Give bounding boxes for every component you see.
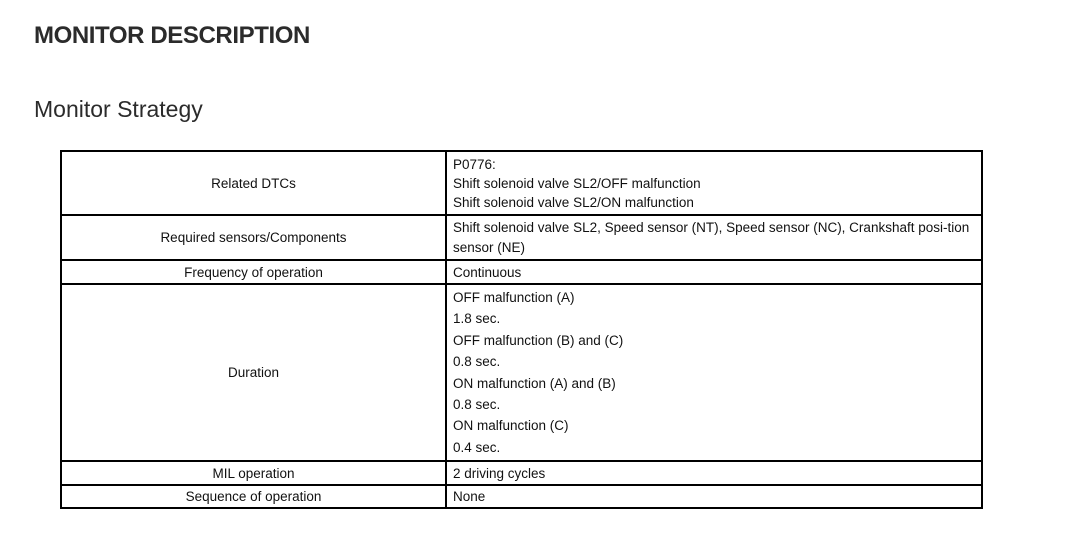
duration-line: OFF malfunction (B) and (C)	[453, 332, 624, 348]
mil-operation-label: MIL operation	[61, 461, 446, 485]
duration-line: 0.8 sec.	[453, 397, 501, 413]
monitor-strategy-table	[60, 150, 983, 509]
duration-line: 0.4 sec.	[453, 439, 501, 455]
table-row	[61, 260, 982, 284]
required-sensors-value: Shift solenoid valve SL2, Speed sensor (NT), Speed sensor (NC), Crankshaft posi-tion sensor (NE)	[453, 220, 970, 255]
duration-line: 0.8 sec.	[453, 354, 501, 370]
related-dtcs-value	[446, 151, 982, 215]
duration-line: ON malfunction (A) and (B)	[453, 375, 616, 391]
dtc-description: Shift solenoid valve SL2/ON malfunction	[453, 194, 694, 210]
section-title: Monitor Strategy	[34, 96, 203, 122]
frequency-value: Continuous	[446, 260, 982, 284]
table-row	[61, 461, 982, 485]
table-row	[61, 485, 982, 508]
mil-operation-value: 2 driving cycles	[446, 461, 982, 485]
page-title: MONITOR DESCRIPTION	[34, 22, 310, 49]
sequence-label: Sequence of operation	[61, 485, 446, 508]
sequence-value: None	[446, 485, 982, 508]
dtc-code: P0776:	[453, 156, 496, 172]
table-row	[61, 151, 982, 215]
duration-label: Duration	[61, 284, 446, 461]
related-dtcs-label: Related DTCs	[61, 151, 446, 215]
dtc-description: Shift solenoid valve SL2/OFF malfunction	[453, 175, 701, 191]
table-row	[61, 284, 982, 461]
frequency-label: Frequency of operation	[61, 260, 446, 284]
duration-line: 1.8 sec.	[453, 311, 501, 327]
duration-line: OFF malfunction (A)	[453, 290, 575, 305]
table-row	[61, 215, 982, 260]
required-sensors-cell	[446, 215, 982, 260]
required-sensors-label: Required sensors/Components	[61, 215, 446, 260]
duration-value	[446, 284, 982, 461]
duration-line: ON malfunction (C)	[453, 418, 569, 434]
